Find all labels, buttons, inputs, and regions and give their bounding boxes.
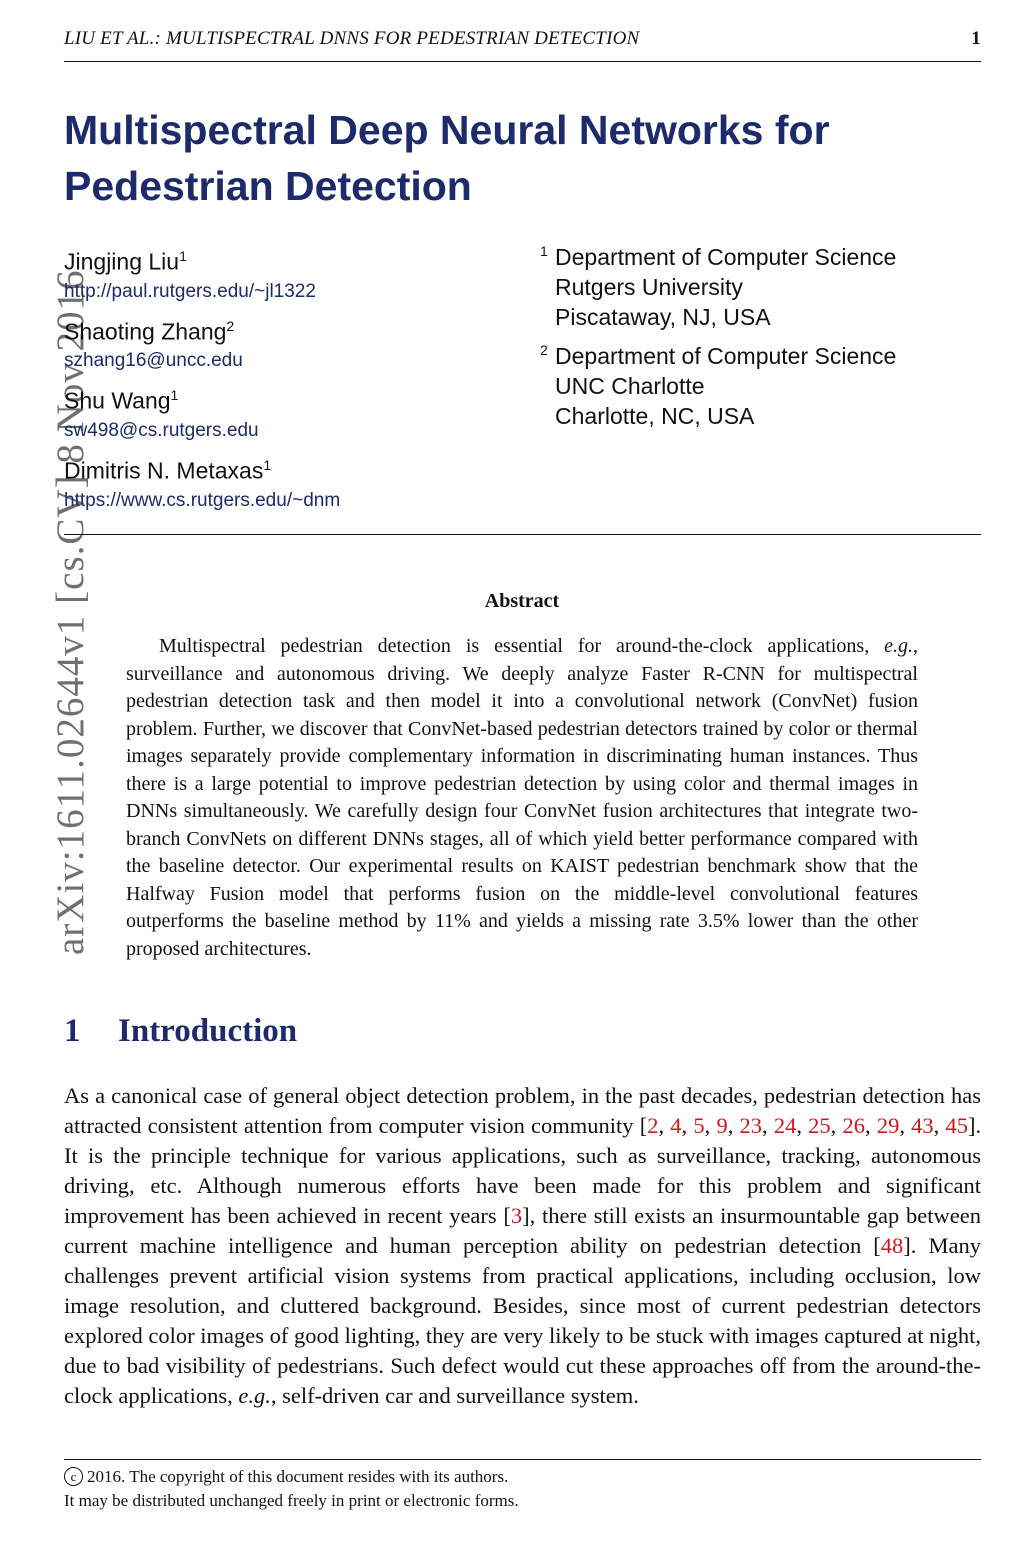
citation-list: 2, 4, 5, 9, 23, 24, 25, 26, 29, 43, 45 <box>647 1113 968 1138</box>
paper-title <box>64 102 944 214</box>
abstract-heading: Abstract <box>484 590 560 612</box>
author-block <box>64 310 504 376</box>
author-block-rule <box>64 534 981 535</box>
author-list <box>64 240 504 519</box>
citation-link[interactable]: 48 <box>880 1233 904 1258</box>
title-line-1: Multispectral Deep Neural Networks for <box>64 107 830 153</box>
citation-link[interactable]: 24 <box>773 1113 797 1138</box>
copyright-footnote: c 2016. The copyright of this document resides with its authors. It may be distributed unchanged freely in print or electronic forms. <box>64 1467 519 1510</box>
citation-link[interactable]: 25 <box>808 1113 831 1138</box>
author-block <box>64 449 504 515</box>
citation-link[interactable]: 9 <box>716 1113 728 1138</box>
author-name: Shu Wang$^1$ <box>64 387 179 414</box>
citation-link[interactable]: 4 <box>670 1113 682 1138</box>
author-homepage-link[interactable]: https://www.cs.rutgers.edu/~dnm <box>64 489 341 511</box>
citation-link[interactable]: 5 <box>693 1113 705 1138</box>
author-name: Jingjing Liu$^1$ <box>64 248 187 275</box>
author-block <box>64 240 504 306</box>
citation-link[interactable]: 29 <box>876 1113 900 1138</box>
citation-link[interactable]: 3 <box>510 1203 523 1228</box>
affiliation-list <box>540 242 980 440</box>
author-email-link[interactable]: sw498@cs.rutgers.edu <box>64 419 259 441</box>
citation-link[interactable]: 2 <box>647 1113 659 1138</box>
affiliation-block: 2 Department of Computer Science UNC Charlotte Charlotte, NC, USA <box>540 342 897 429</box>
title-line-2: Pedestrian Detection <box>64 163 472 209</box>
section-number: 1 <box>64 1013 81 1049</box>
author-name: Dimitris N. Metaxas$^1$ <box>64 456 272 484</box>
arxiv-stamp: arXiv:1611.02644v1 [cs.CV] 8 Nov 2016 <box>49 269 92 955</box>
header-rule <box>64 61 981 62</box>
section-heading <box>64 1013 297 1050</box>
intro-paragraph: As a canonical case of general object detection problem, in the past decades, pedestrian detection has attracted consistent attention from computer vision community [2, 4, 5, 9, 23, 24, 25, 26, 29, 43, 45]. It is the principle technique for various applications, such as surveillance, tracking, autonomous driving, etc. Although numerous efforts have been made for this problem and significant improvement has been achieved in recent years [3], there still exists an insurmountable gap between current machine intelligence and human perception ability on pedestrian detection [48]. Many challenges prevent artificial vision systems from practical applications, including occlusion, low image resolution, and cluttered background. Besides, since most of current pedestrian detectors explored color images of good lighting, they are very likely to be stuck with images captured at night, due to bad visibility of pedestrians. Such defect would cut these approaches off from the around-the-clock applications, e.g., self-driven car and surveillance system. <box>64 1083 982 1408</box>
author-email-link[interactable]: szhang16@uncc.edu <box>64 350 243 372</box>
citation-link[interactable]: 45 <box>945 1113 968 1138</box>
citation-link[interactable]: 26 <box>842 1113 865 1138</box>
footnote-rule <box>64 1459 981 1460</box>
affiliation-block: 1 Department of Computer Science Rutgers University Piscataway, NJ, USA <box>540 243 897 330</box>
running-title: LIU ET AL.: MULTISPECTRAL DNNS FOR PEDESTRIAN DETECTION <box>64 28 640 49</box>
page-number: 1 <box>971 28 981 49</box>
copyright-icon: c <box>64 1467 83 1486</box>
citation-link[interactable]: 43 <box>911 1113 934 1138</box>
abstract-text: Multispectral pedestrian detection is essential for around-the-clock applications, e.g., surveillance and autonomous driving. We deeply analyze Faster R-CNN for multispectral pedestrian detection task and then model it into a convolutional network (ConvNet) fusion problem. Further, we discover that ConvNet-based pedestrian detectors trained by color or thermal images separately provide complementary information in discriminating human instances. Thus there is a large potential to improve pedestrian detection by using color and thermal images in DNNs simultaneously. We carefully design four ConvNet fusion architectures that integrate two-branch ConvNets on different DNNs stages, all of which yield better performance compared with the baseline detector. Our experimental results on KAIST pedestrian benchmark show that the Halfway Fusion model that performs fusion on the middle-level convolutional features outperforms the baseline method by 11% and yields a missing rate 3.5% lower than the other proposed architectures. <box>126 635 918 960</box>
running-header <box>64 28 981 50</box>
section-title: Introduction <box>118 1013 298 1049</box>
author-homepage-link[interactable]: http://paul.rutgers.edu/~jl1322 <box>64 280 316 302</box>
citation-link[interactable]: 23 <box>739 1113 763 1138</box>
author-block <box>64 379 504 445</box>
author-name: Shaoting Zhang$^2$ <box>64 317 235 345</box>
